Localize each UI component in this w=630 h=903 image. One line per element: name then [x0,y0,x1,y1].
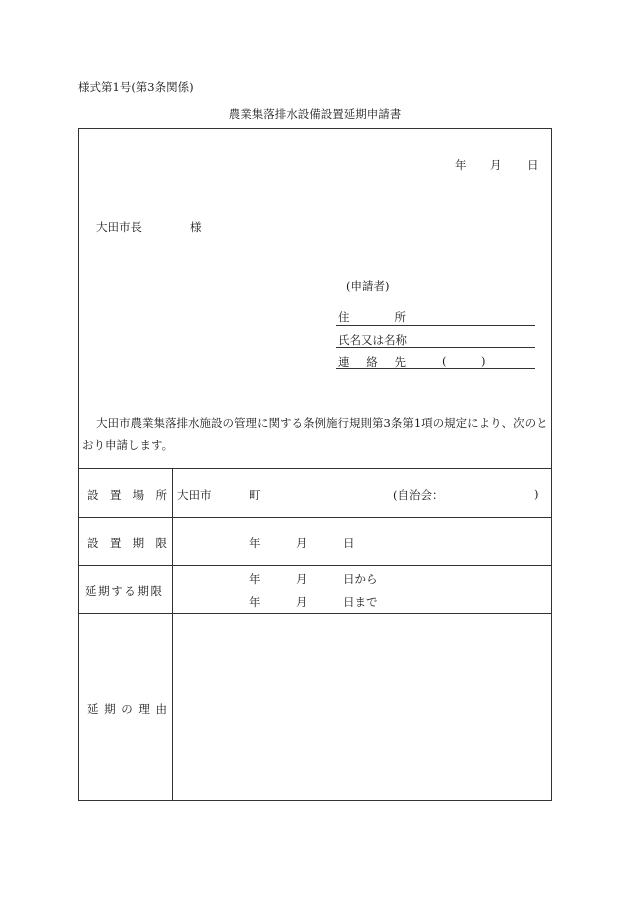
date-day: 日 [527,158,539,172]
extension-from-month: 月 [296,572,308,586]
contact-label: 連 絡 先 [338,355,406,369]
extension-to-year: 年 [249,595,261,609]
contact-field-line[interactable] [336,368,535,369]
name-label: 氏名又は名称 [338,333,407,347]
addressee-honorific: 様 [190,220,202,234]
extension-from-year: 年 [249,572,261,586]
applicant-heading: (申請者) [346,279,390,293]
extension-to-month: 月 [296,595,308,609]
statement-line-1: 大田市農業集落排水施設の管理に関する条例施行規則第3条第1項の規定により、次のと [96,416,548,430]
reason-field[interactable] [173,614,551,800]
deadline-day: 日 [343,536,355,550]
contact-paren-close: ) [481,354,486,368]
location-city: 大田市 [177,488,212,502]
date-month: 月 [490,158,502,172]
address-label: 住 所 [338,310,406,324]
addressee-name: 大田市長 [96,220,142,234]
deadline-month: 月 [296,536,308,550]
extension-label: 延期する期限 [85,584,164,598]
statement-line-2: おり申請します。 [82,438,174,452]
form-frame [78,128,552,801]
table-top-border [79,468,551,469]
location-label: 設 置 場 所 [87,488,167,502]
deadline-year: 年 [249,536,261,550]
extension-to-day: 日まで [343,595,378,609]
date-year: 年 [455,158,467,172]
location-assoc-close: ) [534,487,539,501]
contact-paren-open: ( [442,354,447,368]
row-divider-1 [79,517,551,518]
location-town: 町 [249,488,261,502]
form-number: 様式第1号(第3条関係) [78,80,194,94]
reason-label: 延 期 の 理 由 [87,702,167,716]
extension-from-day: 日から [343,572,378,586]
row-divider-2 [79,565,551,566]
address-field-line[interactable] [336,325,535,326]
deadline-label: 設 置 期 限 [87,536,167,550]
location-assoc-open: (自治会： [393,488,444,502]
name-field-line[interactable] [336,347,535,348]
form-title: 農業集落排水設備設置延期申請書 [228,107,402,121]
